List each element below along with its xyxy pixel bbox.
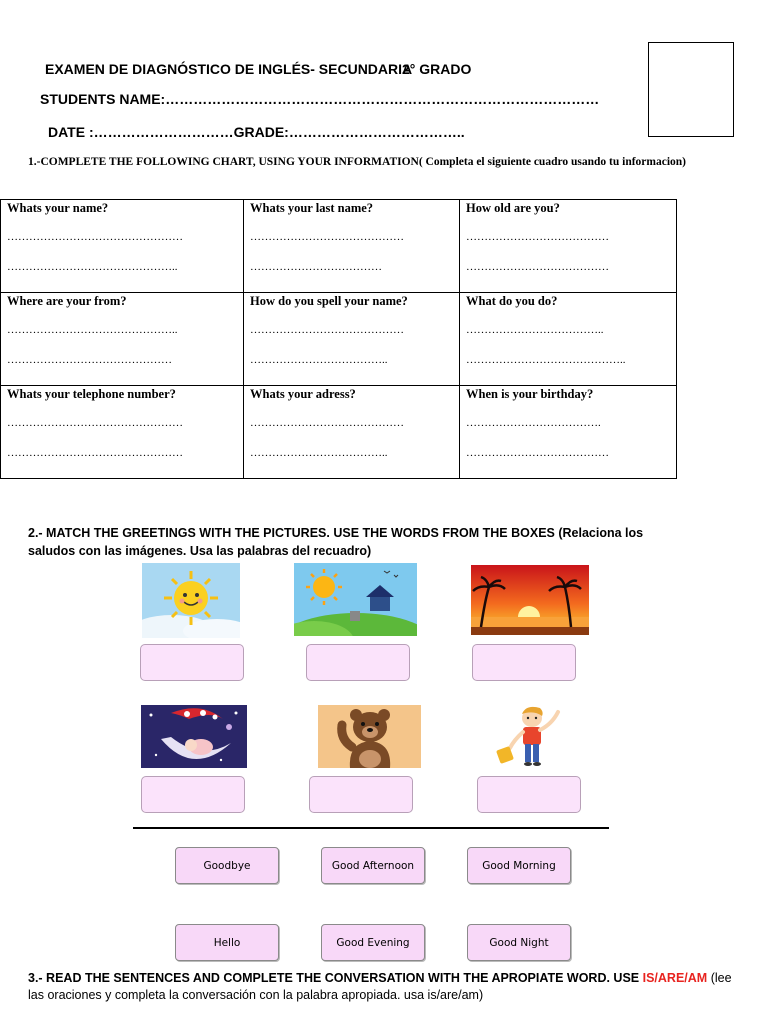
answer-line[interactable]: …………………………………… bbox=[250, 231, 404, 243]
chart-question: When is your birthday? bbox=[466, 387, 594, 401]
word-box[interactable]: Goodbye bbox=[175, 847, 279, 884]
chart-question: Where are your from? bbox=[7, 294, 127, 308]
word-box[interactable]: Hello bbox=[175, 924, 279, 961]
answer-line[interactable]: ……………………………… bbox=[250, 261, 382, 273]
answer-line[interactable]: ……………………………….. bbox=[250, 447, 388, 459]
section2-instruction: 2.- MATCH THE GREETINGS WITH THE PICTURES. USE THE WORDS FROM THE BOXES (Relaciona los saludos con las imágenes. Usa las palabras del recuadro) bbox=[28, 526, 644, 558]
answer-box[interactable] bbox=[477, 776, 581, 813]
answer-line[interactable]: …………………………………… bbox=[250, 324, 404, 336]
answer-line[interactable]: ………………………………. bbox=[466, 417, 601, 429]
grade-level: 2° GRADO bbox=[402, 61, 472, 77]
section1-instruction: 1.-COMPLETE THE FOLLOWING CHART, USING YOUR INFORMATION( Completa el siguiente cuadro usando tu informacion) bbox=[28, 156, 687, 168]
chart-cell[interactable] bbox=[460, 200, 677, 293]
section3-verbs: IS/ARE/AM bbox=[642, 971, 708, 985]
bear-waving-icon bbox=[318, 705, 421, 768]
word-box[interactable]: Good Afternoon bbox=[321, 847, 425, 884]
section3-instruction bbox=[28, 970, 748, 1004]
chart-cell[interactable] bbox=[244, 200, 460, 293]
answer-line[interactable]: ………………………………………… bbox=[7, 447, 183, 459]
answer-line[interactable]: ……………………………………… bbox=[7, 354, 172, 366]
date-grade-field[interactable]: DATE :…………………………GRADE:……………………………….. bbox=[48, 124, 465, 140]
answer-line[interactable]: …………………………………… bbox=[250, 417, 404, 429]
answer-line[interactable]: …………………………………….. bbox=[466, 354, 626, 366]
chart-cell[interactable] bbox=[244, 386, 460, 479]
sunny-landscape-icon bbox=[294, 563, 417, 636]
students-name-field[interactable]: STUDENTS NAME:………………………………………………………………………………… bbox=[40, 91, 600, 107]
chart-cell[interactable] bbox=[244, 293, 460, 386]
answer-line[interactable]: ……………………………….. bbox=[250, 354, 388, 366]
moon-night-icon bbox=[141, 705, 247, 768]
chart-cell[interactable] bbox=[460, 386, 677, 479]
word-box[interactable]: Good Night bbox=[467, 924, 571, 961]
answer-line[interactable]: ……………………………………….. bbox=[7, 261, 178, 273]
chart-cell[interactable] bbox=[1, 386, 244, 479]
chart-cell[interactable] bbox=[1, 293, 244, 386]
word-box[interactable]: Good Morning bbox=[467, 847, 571, 884]
answer-line[interactable]: ………………………………………… bbox=[7, 231, 183, 243]
answer-box[interactable] bbox=[309, 776, 413, 813]
answer-box[interactable] bbox=[141, 776, 245, 813]
answer-box[interactable] bbox=[306, 644, 410, 681]
sunset-icon bbox=[471, 565, 589, 635]
chart-question: How old are you? bbox=[466, 201, 560, 215]
section3-instruction-main: 3.- READ THE SENTENCES AND COMPLETE THE CONVERSATION WITH THE APROPIATE WORD. USE bbox=[28, 971, 643, 985]
chart-question: Whats your last name? bbox=[250, 201, 374, 215]
boy-waving-icon bbox=[492, 704, 570, 770]
exam-title: EXAMEN DE DIAGNÓSTICO DE INGLÉS- SECUNDARIA bbox=[45, 61, 413, 77]
chart-question: How do you spell your name? bbox=[250, 294, 408, 308]
section3-instruction-spanish: (lee las oraciones y completa la conversación con la palabra apropiada. usa is/are/am) bbox=[28, 971, 732, 1002]
answer-line[interactable]: ……………………………………….. bbox=[7, 324, 178, 336]
word-box[interactable]: Good Evening bbox=[321, 924, 425, 961]
answer-line[interactable]: ………………………………… bbox=[466, 447, 609, 459]
chart-question: Whats your telephone number? bbox=[7, 387, 176, 401]
answer-line[interactable]: ………………………………… bbox=[466, 231, 609, 243]
chart-question: Whats your name? bbox=[7, 201, 109, 215]
answer-box[interactable] bbox=[472, 644, 576, 681]
answer-line[interactable]: ………………………………………… bbox=[7, 417, 183, 429]
chart-cell[interactable] bbox=[1, 200, 244, 293]
answer-line[interactable]: ……………………………….. bbox=[466, 324, 604, 336]
sun-icon bbox=[142, 563, 240, 638]
info-chart bbox=[0, 199, 677, 479]
chart-cell[interactable] bbox=[460, 293, 677, 386]
section-divider bbox=[133, 827, 609, 829]
chart-question: What do you do? bbox=[466, 294, 558, 308]
photo-box bbox=[648, 42, 734, 137]
chart-question: Whats your adress? bbox=[250, 387, 356, 401]
answer-box[interactable] bbox=[140, 644, 244, 681]
answer-line[interactable]: ………………………………… bbox=[466, 261, 609, 273]
